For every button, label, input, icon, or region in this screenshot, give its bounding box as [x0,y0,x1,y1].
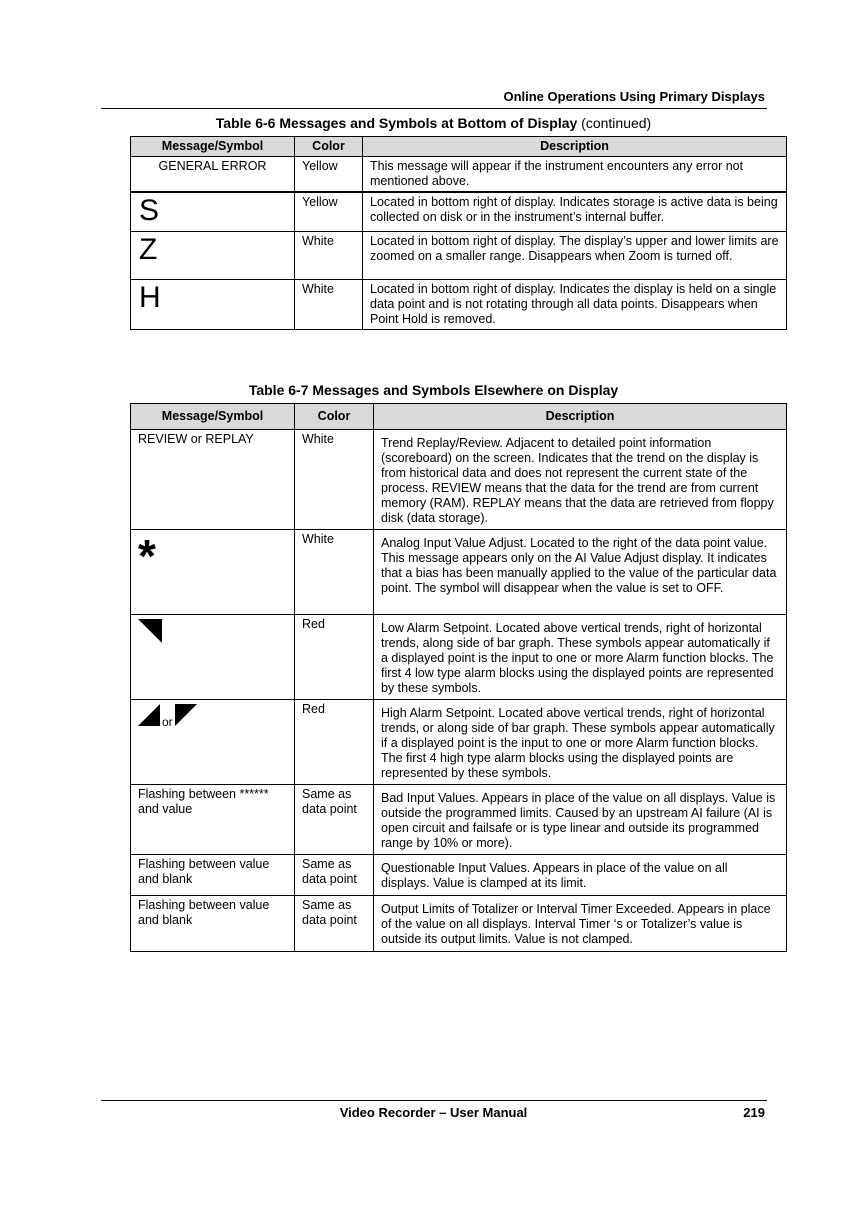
color-cell: White [295,279,363,329]
table-row [131,700,787,785]
table-6-7 [130,403,787,952]
table-row [131,430,787,530]
table-row [131,231,787,279]
low-alarm-triangle-icon [138,619,162,643]
color-cell: Yellow [295,192,363,231]
color-cell: White [295,231,363,279]
column-header: Description [363,137,787,157]
color-cell: Same as data point [295,896,374,952]
header-rule [101,108,767,109]
description-cell: Questionable Input Values. Appears in place of the value on all displays. Value is clamped at its limit. [374,855,787,896]
footer-title: Video Recorder – User Manual [339,1105,528,1120]
table-row [131,530,787,615]
column-header: Message/Symbol [131,137,295,157]
column-header: Color [295,404,374,430]
column-header: Color [295,137,363,157]
or-label: or [162,715,173,729]
table-row [131,896,787,952]
table-row [131,157,787,193]
color-cell: Red [295,615,374,700]
symbol-cell [131,615,295,700]
table-row [131,615,787,700]
symbol-cell: REVIEW or REPLAY [131,430,295,530]
description-cell: Bad Input Values. Appears in place of the value on all displays. Value is outside the programmed limits. Caused by an upstream AI failure (AI is open circuit and failsafe or is type linear and outside its programmed range by 10% or more). [374,785,787,855]
description-cell: Trend Replay/Review. Adjacent to detailed point information (scoreboard) on the screen. Indicates that the trend on the display is from historical data and does not represent the current state of the process. REVIEW means that the data for the trend are from current memory (RAM). REPLAY means that the data are retrieved from floppy disk (data storage). [374,430,787,530]
table-row [131,855,787,896]
table-row [131,785,787,855]
description-cell: Located in bottom right of display. Indicates storage is active data is being collected on disk or in the instrument’s internal buffer. [363,192,787,231]
column-header: Description [374,404,787,430]
high-alarm-triangle-icon [138,704,160,726]
table-header-row [131,404,787,430]
description-cell: Located in bottom right of display. The display’s upper and lower limits are zoomed on a smaller range. Disappears when Zoom is turned off. [363,231,787,279]
description-cell: Analog Input Value Adjust. Located to the right of the data point value. This message appears only on the AI Value Adjust display. It indicates that a bias has been manually applied to the value of the particular data point. The symbol will disappear when the value is set to OFF. [374,530,787,615]
symbol-cell: Flashing between ****** and value [131,785,295,855]
table-6-7-caption-main: Table 6-7 Messages and Symbols Elsewhere on Display [248,382,619,398]
color-cell: White [295,530,374,615]
color-cell: White [295,430,374,530]
running-header: Online Operations Using Primary Displays [503,89,765,104]
description-cell: High Alarm Setpoint. Located above vertical trends, right of horizontal trends, or along side of bar graph. These symbols appear automatically if a displayed point is the input to one or more Alarm function blocks. The first 4 high type alarm blocks using the displayed points are represented by these symbols. [374,700,787,785]
symbol-cell: H [131,279,295,329]
footer-rule [101,1100,767,1101]
table-6-7-caption [0,382,867,398]
symbol-cell: GENERAL ERROR [131,157,295,193]
table-row [131,192,787,231]
table-6-6 [130,136,787,330]
page-number: 219 [743,1105,765,1120]
symbol-cell: * [131,530,295,615]
symbol-cell: Flashing between value and blank [131,855,295,896]
symbol-cell: Flashing between value and blank [131,896,295,952]
description-cell: Output Limits of Totalizer or Interval Timer Exceeded. Appears in place of the value on all displays. Interval Timer ‘s or Totalizer’s value is outside its output limits. Value is not clamped. [374,896,787,952]
symbol-cell: S [131,192,295,231]
high-alarm-triangle-alt-icon [175,704,197,726]
description-cell: This message will appear if the instrument encounters any error not mentioned above. [363,157,787,193]
description-cell: Low Alarm Setpoint. Located above vertical trends, right of horizontal trends, along side of bar graph. These symbols appear automatically if a displayed point is the input to one or more Alarm function blocks. The first 4 low type alarm blocks using the displayed points are represented by these symbols. [374,615,787,700]
color-cell: Red [295,700,374,785]
symbol-cell: Z [131,231,295,279]
table-row [131,279,787,329]
color-cell: Yellow [295,157,363,193]
column-header: Message/Symbol [131,404,295,430]
table-6-6-caption [0,115,867,131]
color-cell: Same as data point [295,855,374,896]
symbol-cell [131,700,295,785]
description-cell: Located in bottom right of display. Indicates the display is held on a single data point and is not rotating through all data points. Disappears when Point Hold is removed. [363,279,787,329]
table-6-6-caption-main: Table 6-6 Messages and Symbols at Bottom of Display [215,115,578,131]
table-header-row [131,137,787,157]
table-6-6-caption-suffix: (continued) [577,115,652,131]
color-cell: Same as data point [295,785,374,855]
